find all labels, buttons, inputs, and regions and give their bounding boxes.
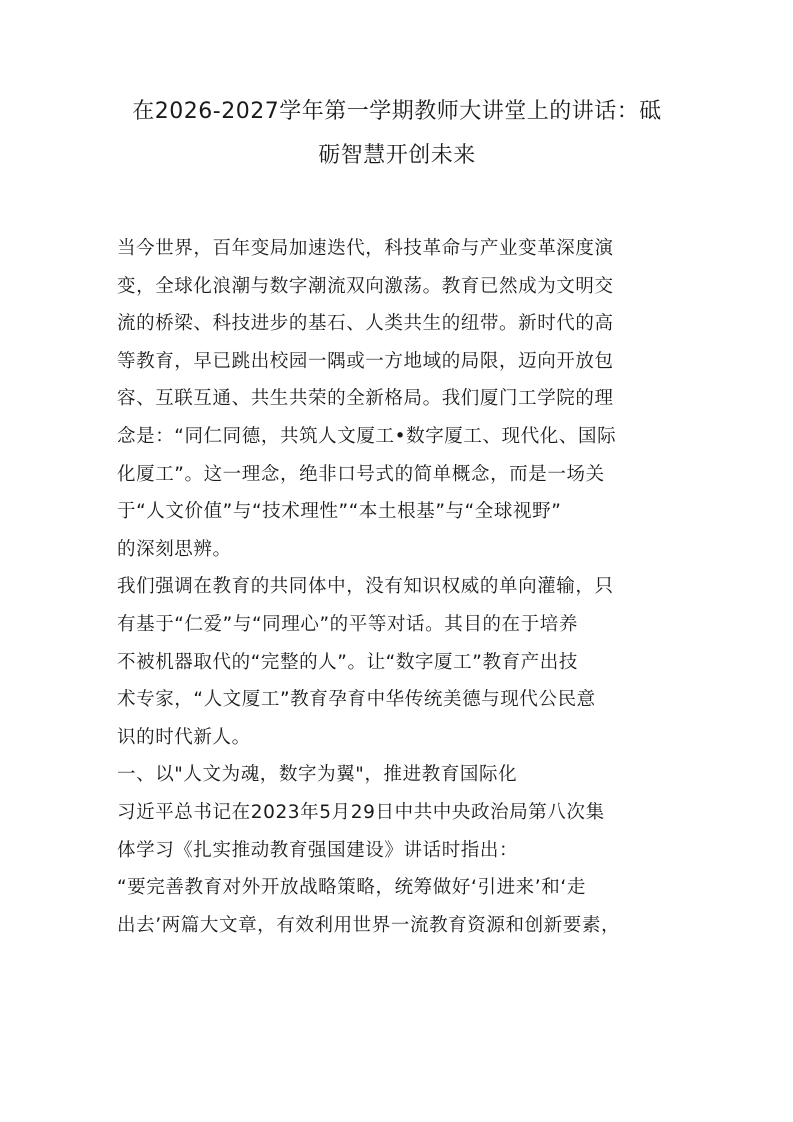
text-line: 的深刻思辨。 (117, 538, 232, 560)
title-line-2: 砺智慧开创未来 (318, 143, 476, 168)
text-line: 念是：“同仁同德，共筑人文厦工•数字厦工、现代化、国际 (117, 425, 617, 447)
text-line: 等教育，早已跳出校园一隅或一方地域的局限，迈向开放包 (117, 350, 614, 372)
section-heading: 一、以"人文为魂，数字为翼"，推进教育国际化 (117, 764, 518, 786)
text-line: 识的时代新人。 (117, 726, 251, 748)
paragraph-quote (117, 869, 677, 944)
paragraph-intro (117, 230, 677, 568)
text-line: 当今世界，百年变局加速迭代，科技革命与产业变革深度演 (117, 238, 614, 259)
text-line: “要完善教育对外开放战略策略，统筹做好‘引进来’和‘走 (117, 877, 586, 899)
paragraph-quote-intro (117, 794, 677, 869)
title-line-1: 在2026-2027学年第一学期教师大讲堂上的讲话：砥 (132, 99, 662, 124)
document-page (117, 90, 677, 944)
text-line: 变，全球化浪潮与数字潮流双向激荡。教育已然成为文明交 (117, 275, 614, 297)
text-line: 体学习《扎实推动教育强国建设》讲话时指出： (117, 839, 519, 861)
text-line: 容、互联互通、共生共荣的全新格局。我们厦门工学院的理 (117, 388, 614, 410)
text-line: 习近平总书记在2023年5月29日中共中央政治局第八次集 (117, 801, 605, 823)
text-line: 于“人文价值”与“技术理性”“本土根基”与“全球视野” (117, 501, 562, 523)
paragraph-community (117, 568, 677, 756)
text-line: 流的桥梁、科技进步的基石、人类共生的纽带。新时代的高 (117, 313, 614, 335)
document-body (117, 230, 677, 944)
text-line: 有基于“仁爱”与“同理心”的平等对话。其目的在于培养 (117, 613, 578, 635)
document-title (117, 90, 677, 178)
text-line: 化厦工”。这一理念，绝非口号式的简单概念，而是一场关 (117, 463, 605, 485)
text-line: 出去’两篇大文章，有效利用世界一流教育资源和创新要素， (117, 914, 621, 936)
text-line: 我们强调在教育的共同体中，没有知识权威的单向灌输，只 (117, 576, 614, 598)
text-line: 不被机器取代的“完整的人”。让“数字厦工”教育产出技 (117, 651, 578, 673)
text-line: 术专家，“人文厦工”教育孕育中华传统美德与现代公民意 (117, 689, 596, 711)
